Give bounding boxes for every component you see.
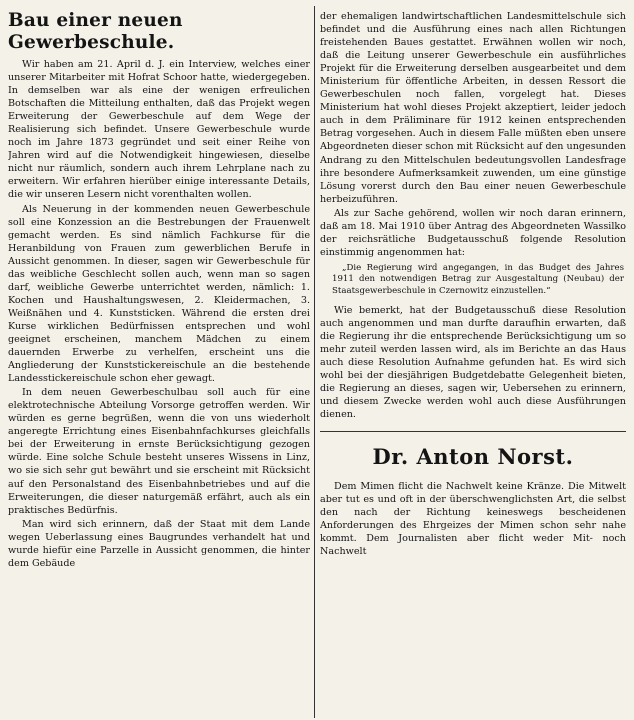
- article2-body: [320, 480, 626, 558]
- article-body-left: [8, 58, 310, 570]
- right-column: [320, 10, 626, 714]
- article-body-right: [320, 10, 626, 259]
- article2-title: Dr. Anton Norst.: [372, 444, 574, 470]
- article2-paragraph: Dem Mimen flicht die Nachwelt keine Kränze. Die Mitwelt aber tut es und oft in der überschwenglichsten Art, die selbst den nach der Richtung keineswegs bescheidenen Anforderungen des Ehrgeizes der Mimen schon sehr nahe kommt. Dem Journalisten aber flicht weder Mit- noch Nachwelt: [320, 481, 626, 558]
- column-divider: [314, 6, 315, 718]
- left-column: [8, 10, 310, 714]
- paragraph-building-site: Man wird sich erinnern, daß der Staat mit dem Lande wegen Ueberlassung eines Baugrundes verhandelt hat und wurde hiefür eine Parzelle in Aussicht genommen, die hinter dem Gebäude: [8, 518, 310, 569]
- paragraph-resolution-intro: Als zur Sache gehörend, wollen wir noch daran erinnern, daß am 18. Mai 1910 über Antrag des Abgeordneten Wassilko der reichsrätliche Budgetausschuß folgende Resolution einstimmig angenommen hat:: [320, 207, 626, 258]
- resolution-quote: [320, 259, 626, 304]
- paragraph-intro: Wir haben am 21. April d. J. ein Interview, welches einer unserer Mitarbeiter mit Hofrat Schoor hatte, wiedergegeben. In demselben war als eine der wenigen erfreulichen Botschaften die Mitteilung enthalten, daß das Projekt wegen Erweiterung der Gewerbeschule auf dem Wege der Realisierung sich befindet. Unsere Gewerbeschule wurde noch im Jahre 1873 gegründet und seit einer Reihe von Jahren wird auf die Notwendigkeit hingewiesen, dieselbe nicht nur räumlich, sondern auch ihrem Lehrplane nach zu erweitern. Wir erfahren hierüber einige interessante Details, die wir unseren Lesern nicht vorenthalten wollen.: [8, 59, 310, 201]
- paragraph-closing: Wie bemerkt, hat der Budgetausschuß diese Resolution auch angenommen und man durfte daraufhin erwarten, daß die Regierung ihr die entsprechende Berücksichtigung um so mehr zuteil werden lassen wird, als im Berichte an das Haus auch diese Resolution Aufnahme gefunden hat. Es wird sich wohl bei der diesjährigen Budgetdebatte Gelegenheit bieten, die Regierung an dieses, sagen wir, Uebersehen zu erinnern, und diesem Zwecke werden wohl auch diese Ausführungen dienen.: [320, 304, 626, 421]
- resolution-quote-text: „Die Regierung wird angegangen, in das Budget des Jahres 1911 den notwendigen Betrag zur Ausgestaltung (Neubau) der Staatsgewerbeschule in Czernowitz einzustellen.“: [332, 262, 624, 297]
- article-title: Bau einer neuen Gewerbeschule.: [8, 10, 183, 53]
- paragraph-continuation: der ehemaligen landwirtschaftlichen Landesmittelschule sich befindet und die Ausführung eines nach allen Richtungen freistehenden Baues gestattet. Erwähnen wollen wir noch, daß die Leitung unserer Gewerbeschule ein ausführliches Projekt für die Erweiterung derselben ausgearbeitet und dem Ministerium für öffentliche Arbeiten, in dessen Ressort die Gewerbeschulen noch fallen, vorgelegt hat. Dieses Ministerium hat wohl dieses Projekt akzeptiert, leider jedoch auch in dem Präliminare für 1912 keinen entsprechenden Betrag vorgesehen. Auch in diesem Falle müßten eben unsere Abgeordneten dieser schon mit Rücksicht auf den ungesunden Andrang zu den Mittelschulen bedeutungsvollen Landesfrage ihre besondere Aufmerksamkeit zuwenden, um eine günstige Lösung vorerst durch den Bau einer neuen Gewerbeschule herbeizuführen.: [320, 11, 626, 205]
- paragraph-women-courses: Als Neuerung in der kommenden neuen Gewerbeschule soll eine Konzession an die Bestrebungen der Frauenwelt gemacht werden. Es sind nämlich Fachkurse für die Heranbildung von Frauen zum gewerblichen Berufe in Aussicht genommen. In dieser, sagen wir Gewerbeschule für das weibliche Geschlecht sollen auch, wenn man so sagen darf, weibliche Gewerbe unterrichtet werden, nämlich: 1. Kochen und Haushaltungswesen, 2. Kleidermachen, 3. Weißnähen und 4. Kunststicken. Während die ersten drei Kurse wirklichen Bedürfnissen entsprechen und wohl geeignet erscheinen, manchem Mädchen zu einem dauernden Erwerbe zu verhelfen, erscheint uns die Angliederung der Kunststickereischule an die bestehende Landesstickereischule schon eher gewagt.: [8, 203, 310, 385]
- paragraph-electrotechnical: In dem neuen Gewerbeschulbau soll auch für eine elektrotechnische Abteilung Vorsorge getroffen werden. Wir würden es gerne begrüßen, wenn die von uns wiederholt angeregte Errichtung eines Eisenbahnfachkurses gleichfalls bei der Erweiterung in ernste Berücksichtigung gezogen würde. Eine solche Schule besteht unseres Wissens in Linz, wo sie sich sehr gut bewährt und sie erscheint mit Rücksicht auf den Personalstand des Eisenbahnbetriebes und auf die Erweiterungen, die dieser naturgemäß erfährt, auch als ein praktisches Bedürfnis.: [8, 387, 310, 516]
- article-separator: [320, 431, 626, 432]
- article-body-closing: [320, 304, 626, 421]
